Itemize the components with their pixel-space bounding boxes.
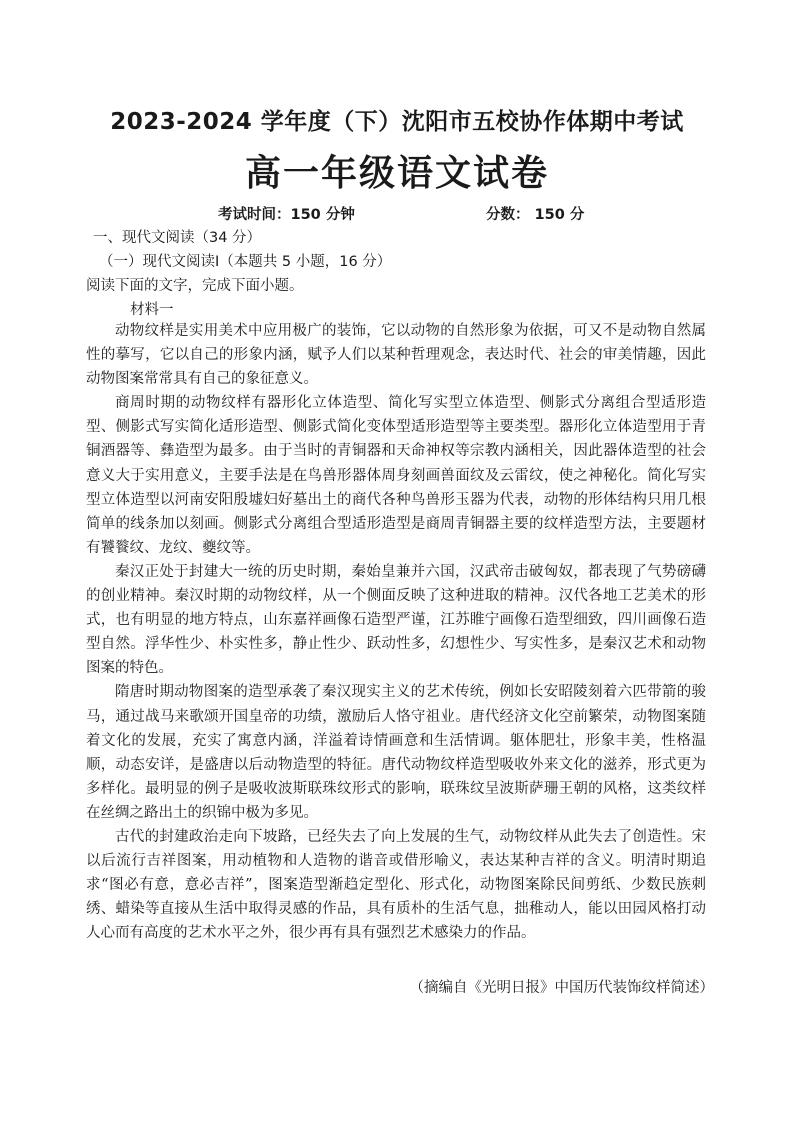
material-title: 材料一 [130, 302, 174, 318]
exam-header-title: 2023-2024 学年度（下）沈阳市五校协作体期中考试 [110, 109, 684, 135]
paragraph: 隋唐时期动物图案的造型承袭了秦汉现实主义的艺术传统，例如长安昭陵刻着六匹带箭的骏马，通过战马来歌颂开国皇帝的功绩，激励后人恪守祖业。唐代经济文化空前繁荣，动物图案随着文化的发展，充实了寓意内涵，洋溢着诗情画意和生活情调。躯体肥壮，形象丰美，性格温顺，动态安详，是盛唐以后动物造型的特征。唐代动物纹样造型吸收外来文化的滋养，形式更为多样化。最明显的例子是吸收波斯联珠纹形式的影响，联珠纹呈波斯萨珊王朝的风格，这类纹样在丝绸之路出土的织锦中极为多见。 [86, 684, 706, 821]
paragraph: 动物纹样是实用美术中应用极广的装饰，它以动物的自然形象为依据，可又不是动物自然属性的摹写，它以自己的形象内涵，赋予人们以某种哲理观念，表达时代、社会的审美情趣，因此动物图案常常具有自己的象征意义。 [86, 323, 706, 388]
exam-score: 分数： 150 分 [486, 207, 585, 223]
exam-info [218, 203, 585, 224]
source-citation: （摘编自《光明日报》中国历代装饰纹样简述） [409, 980, 714, 996]
reading-instruction: 阅读下面的文字，完成下面小题。 [86, 278, 304, 294]
reading-passage [86, 319, 706, 945]
paragraph: 秦汉正处于封建大一统的历史时期，秦始皇兼并六国，汉武帝击破匈奴，都表现了气势磅礴的创业精神。秦汉时期的动物纹样，从一个侧面反映了这种进取的精神。汉代各地工艺美术的形式，也有明显的地方特点，山东嘉祥画像石造型严谨，江苏睢宁画像石造型细致，四川画像石造型自然。浮华性少、朴实性多，静止性少、跃动性多，幻想性少、写实性多，是秦汉艺术和动物图案的特色。 [86, 563, 706, 677]
paragraph: 古代的封建政治走向下坡路，已经失去了向上发展的生气，动物纹样从此失去了创造性。宋以后流行吉祥图案，用动植物和人造物的谐音或借形喻义，表达某种吉祥的含义。明清时期追求“图必有意，意必吉祥”，图案造型渐趋定型化、形式化，动物图案除民间剪纸、少数民族刺绣、蜡染等直接从生活中取得灵感的作品，具有质朴的生活气息，拙稚动人，能以田园风格打动人心而有高度的艺术水平之外，很少再有具有强烈艺术感染力的作品。 [86, 828, 706, 942]
subsection-heading: （一）现代文阅读Ⅰ（本题共 5 小题，16 分） [99, 254, 392, 270]
exam-time: 考试时间：150 分钟 [218, 207, 355, 223]
paper-title: 高一年级语文试卷 [244, 152, 549, 194]
section-heading: 一、现代文阅读（34 分） [93, 230, 262, 246]
paragraph: 商周时期的动物纹样有器形化立体造型、简化写实型立体造型、侧影式分离组合型适形造型、侧影式写实简化适形造型、侧影式简化变体型适形造型等主要类型。器形化立体造型用于青铜酒器等、彝造型为最多。由于当时的青铜器和天命神权等宗教内涵相关，因此器体造型的社会意义大于实用意义，主要手法是在鸟兽形器体周身刻画兽面纹及云雷纹，使之神秘化。简化写实型立体造型以河南安阳殷墟妇好墓出土的商代各种鸟兽形玉器为代表，动物的形体结构只用几根简单的线条加以刻画。侧影式分离组合型适形造型是商周青铜器主要的纹样造型方法，主要题材有饕餮纹、龙纹、夔纹等。 [86, 395, 706, 556]
